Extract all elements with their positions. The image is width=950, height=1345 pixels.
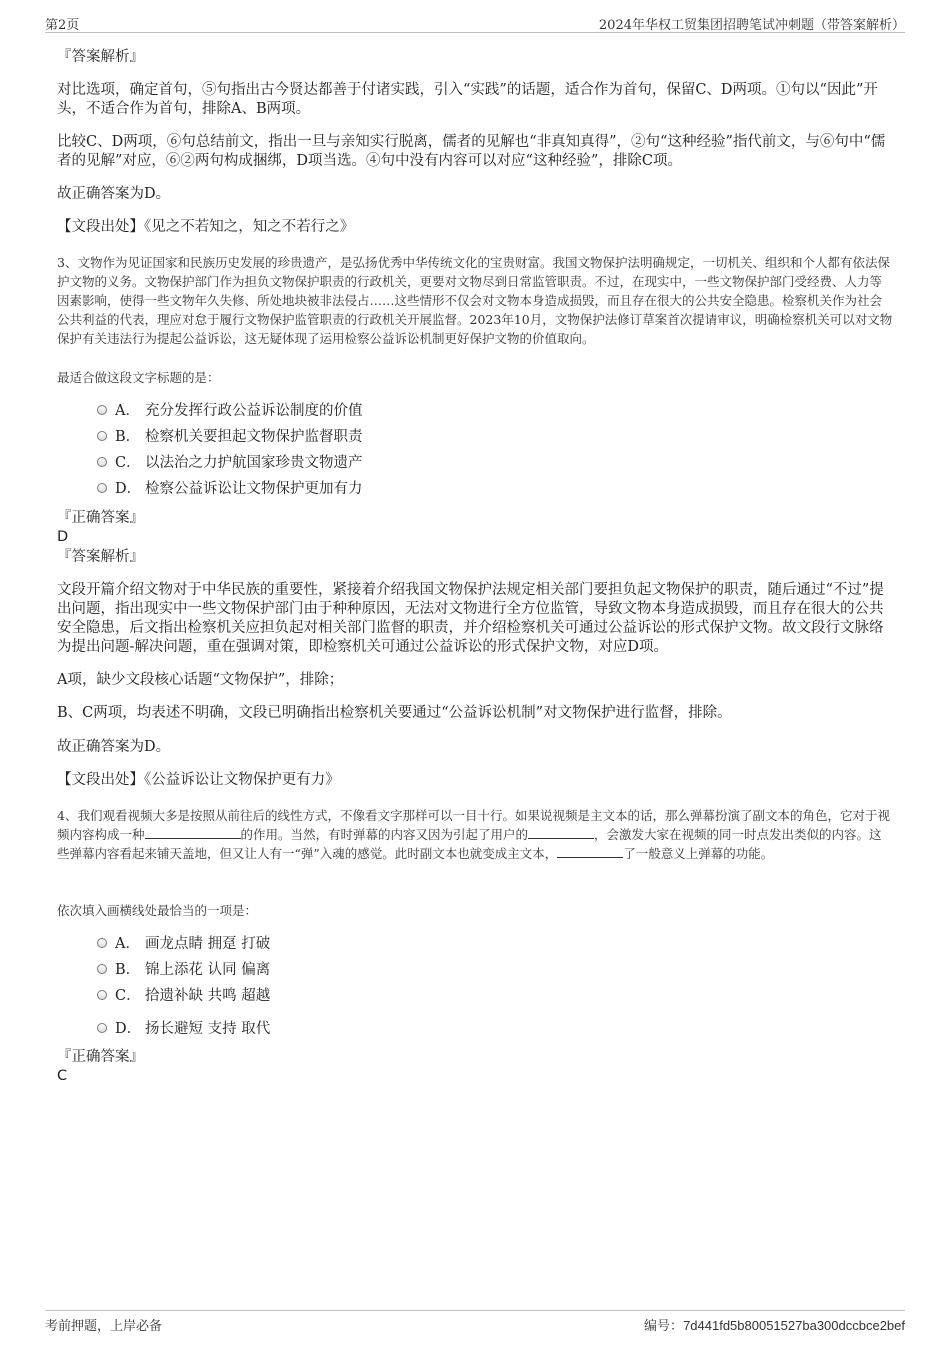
q4-option-a[interactable]: A． 画龙点睛 拥趸 打破 bbox=[97, 934, 270, 954]
q3-answer-label: 『正确答案』 bbox=[57, 510, 144, 526]
q3-option-a[interactable]: A． 充分发挥行政公益诉讼制度的价值 bbox=[97, 401, 363, 421]
q2-conclusion: 故正确答案为D。 bbox=[57, 186, 171, 202]
radio-icon[interactable] bbox=[97, 1023, 107, 1033]
radio-icon[interactable] bbox=[97, 457, 107, 467]
q2-analysis-label: 『答案解析』 bbox=[57, 49, 144, 65]
q3-source: 【文段出处】《公益诉讼让文物保护更有力》 bbox=[57, 772, 340, 788]
blank-2 bbox=[528, 825, 594, 839]
q3-analysis-paragraph-1: 文段开篇介绍文物对于中华民族的重要性，紧接着介绍我国文物保护法规定相关部门要担负起文物保护的职责，随后通过“不过”提出问题，指出现实中一些文物保护部门由于种种原因，无法对文物进行全方位监管，导致文物本身造成损毁，而且存在很大的公共安全隐患，后文指出检察机关应担负起对相关部门监督的职责，并介绍检察机关可通过公益诉讼的形式保护文物。故文段行文脉络为提出问题-解决问题，重在强调对策，即检察机关可通过公益诉讼的形式保护文物，对应D项。 bbox=[57, 582, 884, 655]
blank-1 bbox=[145, 825, 241, 839]
q3-option-b[interactable]: B． 检察机关要担起文物保护监督职责 bbox=[97, 427, 363, 447]
q3-conclusion: 故正确答案为D。 bbox=[57, 739, 171, 755]
radio-icon[interactable] bbox=[97, 431, 107, 441]
page-footer bbox=[45, 1310, 905, 1334]
q3-option-d[interactable]: D． 检察公益诉讼让文物保护更加有力 bbox=[97, 479, 363, 499]
q4-option-b[interactable]: B． 锦上添花 认同 偏离 bbox=[97, 960, 270, 980]
q4-answer-label: 『正确答案』 bbox=[57, 1049, 144, 1065]
q4-option-d[interactable]: D． 扬长避短 支持 取代 bbox=[97, 1019, 270, 1039]
radio-icon[interactable] bbox=[97, 964, 107, 974]
radio-icon[interactable] bbox=[97, 938, 107, 948]
q3-stem: 3、文物作为见证国家和民族历史发展的珍贵遗产，是弘扬优秀中华传统文化的宝贵财富。我国文物保护法明确规定，一切机关、组织和个人都有依法保护文物的义务。文物保护部门作为担负文物保护职责的行政机关，更要对文物尽到日常监管职责。不过，在现实中，一些文物保护部门受经费、人力等因素影响，使得一些文物年久失修、所处地块被非法侵占……这些情形不仅会对文物本身造成损毁，而且存在很大的公共安全隐患。检察机关作为社会公共利益的代表，理应对怠于履行文物保护监管职责的行政机关开展监督。2023年10月，文物保护法修订草案首次提请审议，明确检察机关可以对文物保护有关违法行为提起公益诉讼，这无疑体现了运用检察公益诉讼机制更好保护文物的价值取向。 bbox=[57, 255, 893, 346]
q2-source: 【文段出处】《见之不若知之，知之不若行之》 bbox=[57, 219, 355, 235]
q3-option-c[interactable]: C． 以法治之力护航国家珍贵文物遗产 bbox=[97, 453, 363, 473]
q2-analysis-paragraph-2: 比较C、D两项，⑥句总结前文，指出一旦与亲知实行脱离，儒者的见解也“非真知真得”，②句“这种经验”指代前文，与⑥句中“儒者的见解”对应，⑥②两句构成捆绑，D项当选。④句中没有内容可以对应“这种经验”，排除C项。 bbox=[57, 134, 886, 169]
q3-analysis-paragraph-3: B、C两项，均表述不明确，文段已明确指出检察机关要通过“公益诉讼机制”对文物保护进行监督，排除。 bbox=[57, 705, 732, 721]
page-header bbox=[45, 12, 905, 33]
footer-code: 编号：7d441fd5b80051527ba300dccbce2bef bbox=[644, 1318, 905, 1334]
q3-analysis-paragraph-2: A项，缺少文段核心话题“文物保护”，排除； bbox=[57, 672, 344, 688]
q4-option-c[interactable]: C． 拾遗补缺 共鸣 超越 bbox=[97, 986, 270, 1006]
q4-stem: 4、我们观看视频大多是按照从前往后的线性方式，不像看文字那样可以一目十行。如果说视频是主文本的话，那么弹幕扮演了副文本的角色，它对于视频内容构成一种 的作用。当然，有时弹幕的内容又因为引起了用户的 ，会激发大家在视频的同一时点发出类似的内容。这些弹幕内容看起来铺天盖地，但又让人有一“弹”入魂的感觉。此时副文本也就变成主文本， 了一般意义上弹幕的功能。 bbox=[57, 808, 890, 861]
q3-prompt: 最适合做这段文字标题的是： bbox=[57, 370, 220, 385]
q4-answer: C bbox=[57, 1068, 68, 1084]
q4-prompt: 依次填入画横线处最恰当的一项是： bbox=[57, 903, 258, 918]
footer-slogan: 考前押题，上岸必备 bbox=[45, 1319, 163, 1334]
page-number: 第2页 bbox=[45, 18, 80, 33]
radio-icon[interactable] bbox=[97, 405, 107, 415]
radio-icon[interactable] bbox=[97, 483, 107, 493]
blank-3 bbox=[557, 844, 623, 858]
q3-analysis-label: 『答案解析』 bbox=[57, 549, 144, 565]
q2-analysis-paragraph-1: 对比选项，确定首句，⑤句指出古今贤达都善于付诸实践，引入“实践”的话题，适合作为首句，保留C、D两项。①句以“因此”开头，不适合作为首句，排除A、B两项。 bbox=[57, 82, 878, 117]
q3-answer: D bbox=[57, 529, 69, 545]
radio-icon[interactable] bbox=[97, 990, 107, 1000]
document-title: 2024年华权工贸集团招聘笔试冲刺题（带答案解析） bbox=[598, 18, 905, 33]
